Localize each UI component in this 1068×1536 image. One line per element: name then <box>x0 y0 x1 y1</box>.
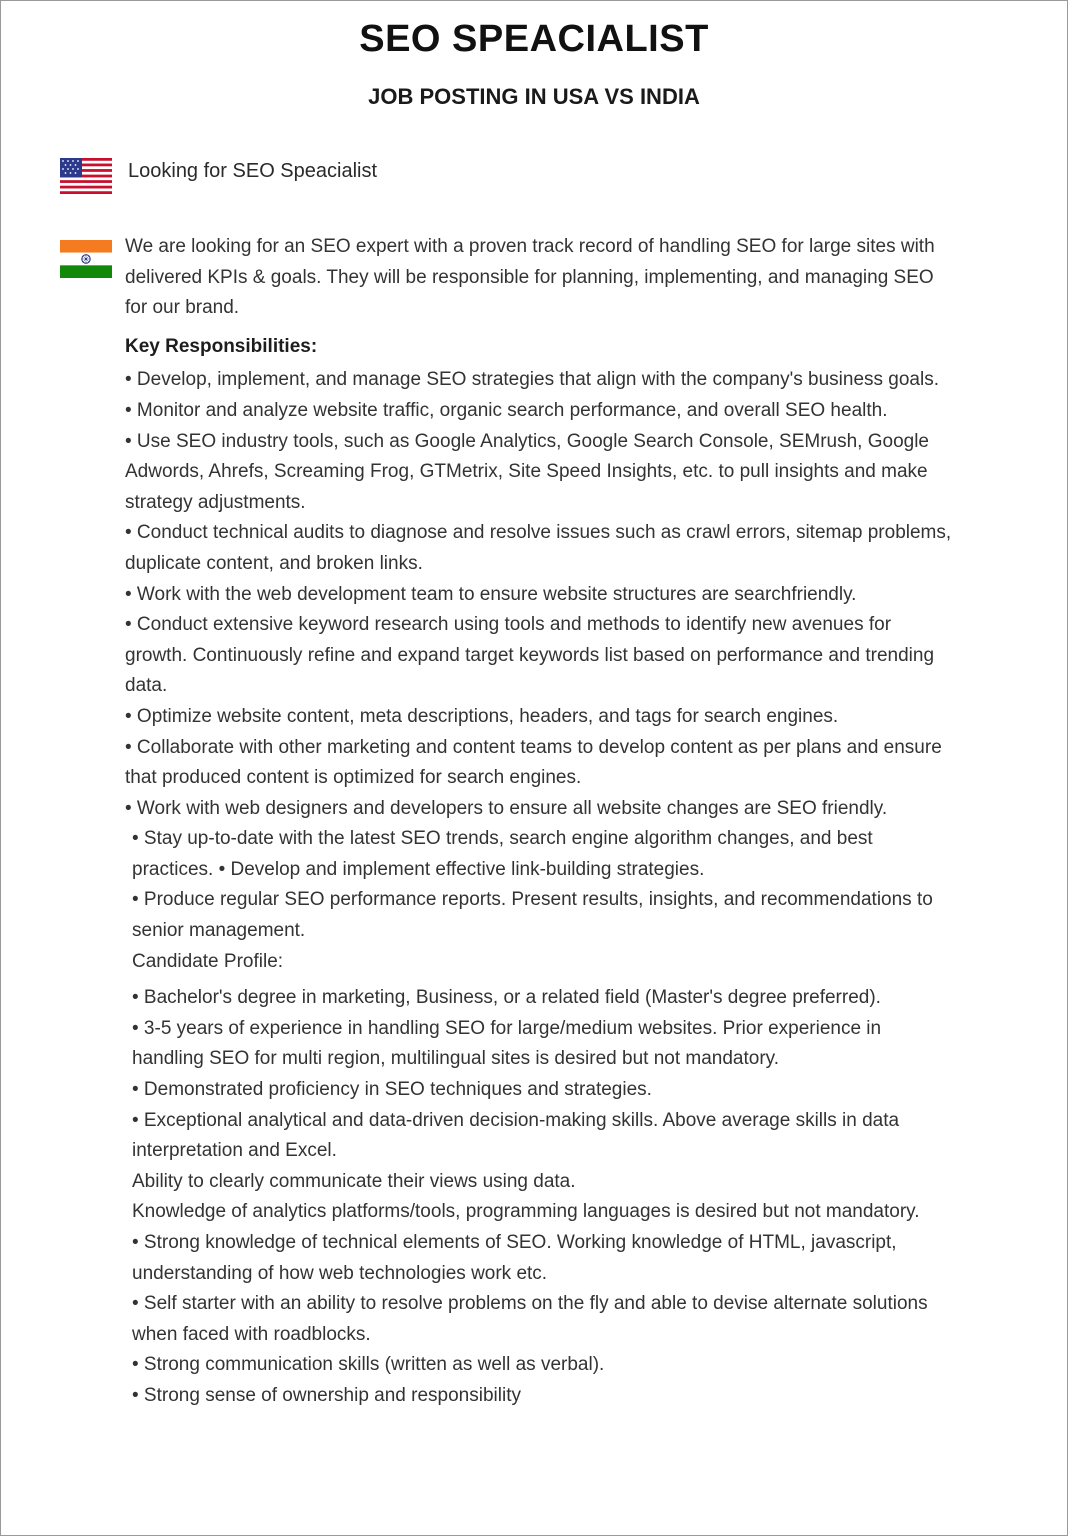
candidate-profile-list <box>125 983 955 1411</box>
usa-flag-icon <box>60 158 112 194</box>
list-item: • Demonstrated proficiency in SEO techniques and strategies. <box>132 1079 652 1101</box>
list-item: Knowledge of analytics platforms/tools, programming languages is desired but not mandatory. <box>132 1201 920 1223</box>
list-item: • Conduct extensive keyword research using tools and methods to identify new avenues for growth. Continuously refine and expand target keywords list based on performance and trending data. <box>125 614 935 697</box>
india-intro-paragraph: We are looking for an SEO expert with a proven track record of handling SEO for large sites with delivered KPIs & goals. They will be responsible for planning, implementing, and managing SEO for our brand. <box>125 236 935 319</box>
india-job-description <box>125 232 955 1412</box>
list-item: • Produce regular SEO performance reports. Present results, insights, and recommendations to senior management. <box>132 889 933 942</box>
list-item: • Optimize website content, meta descriptions, headers, and tags for search engines. <box>125 705 839 727</box>
list-item: • Self starter with an ability to resolve problems on the fly and able to devise alternate solutions when faced with roadblocks. <box>132 1293 928 1345</box>
list-item: • Collaborate with other marketing and content teams to develop content as per plans and ensure that produced content is optimized for search engines. <box>125 736 942 789</box>
list-item: • Bachelor's degree in marketing, Business, or a related field (Master's degree preferred). <box>132 987 881 1009</box>
list-item: • Monitor and analyze website traffic, organic search performance, and overall SEO health. <box>125 399 888 421</box>
list-item: • Exceptional analytical and data-driven decision-making skills. Above average skills in data interpretation and Excel. <box>132 1109 900 1162</box>
list-item: Ability to clearly communicate their views using data. <box>132 1170 576 1192</box>
key-responsibilities-heading: Key Responsibilities: <box>125 335 318 357</box>
list-item: • Strong knowledge of technical elements of SEO. Working knowledge of HTML, javascript, understanding of how web technologies work etc. <box>132 1232 897 1284</box>
list-item: • Use SEO industry tools, such as Google Analytics, Google Search Console, SEMrush, Google Adwords, Ahrefs, Screaming Frog, GTMetrix, Site Speed Insights, etc. to pull insights and make strategy adjustments. <box>125 430 929 513</box>
list-item: • Work with web designers and developers to ensure all website changes are SEO friendly. <box>125 797 888 819</box>
list-item: • 3-5 years of experience in handling SEO for large/medium websites. Prior experience in handling SEO for multi region, multilingual sites is desired but not mandatory. <box>132 1017 882 1070</box>
list-item: • Develop, implement, and manage SEO strategies that align with the company's business goals. <box>125 369 939 391</box>
usa-posting-text: Looking for SEO Speacialist <box>128 160 378 182</box>
page-title: SEO SPEACIALIST <box>359 18 709 60</box>
candidate-profile-heading: Candidate Profile: <box>132 950 284 972</box>
page-subtitle: JOB POSTING IN USA VS INDIA <box>368 84 700 109</box>
list-item: • Stay up-to-date with the latest SEO trends, search engine algorithm changes, and best practices. • Develop and implement effective link-building strategies. <box>132 828 873 880</box>
responsibilities-list <box>125 365 955 946</box>
list-item: • Strong sense of ownership and responsibility <box>132 1384 521 1406</box>
india-flag-icon <box>60 240 112 278</box>
list-item: • Work with the web development team to ensure website structures are searchfriendly. <box>125 583 857 605</box>
list-item: • Conduct technical audits to diagnose and resolve issues such as crawl errors, sitemap problems, duplicate content, and broken links. <box>125 522 952 574</box>
list-item: • Strong communication skills (written as well as verbal). <box>132 1354 605 1376</box>
